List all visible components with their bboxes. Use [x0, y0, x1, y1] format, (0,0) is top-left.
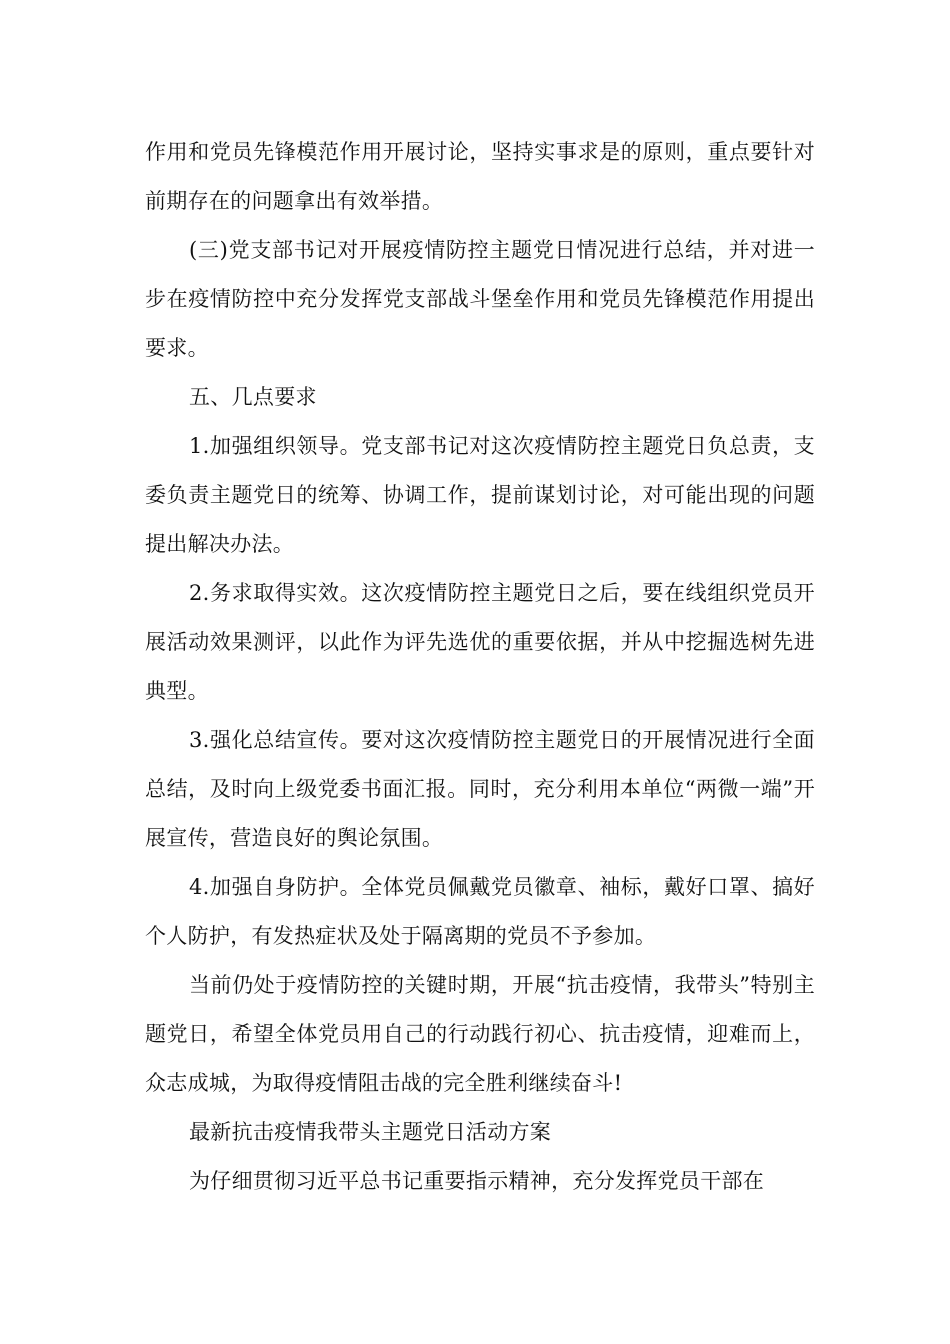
document-title-new-plan: 最新抗击疫情我带头主题党日活动方案: [189, 1120, 552, 1144]
document-page: [145, 128, 815, 1206]
requirement-item-4: 4.加强自身防护。全体党员佩戴党员徽章、袖标，戴好口罩、搞好个人防护，有发热症状及处于隔离期的党员不予参加。: [145, 875, 815, 948]
requirement-item-1: 1.加强组织领导。党支部书记对这次疫情防控主题党日负总责，支委负责主题党日的统筹、协调工作，提前谋划讨论，对可能出现的问题提出解决办法。: [145, 434, 815, 556]
paragraph-summary: (三)党支部书记对开展疫情防控主题党日情况进行总结，并对进一步在疫情防控中充分发挥党支部战斗堡垒作用和党员先锋模范作用提出要求。: [145, 238, 815, 360]
paragraph-new-plan-intro: 为仔细贯彻习近平总书记重要指示精神，充分发挥党员干部在: [189, 1169, 765, 1193]
requirement-item-3: 3.强化总结宣传。要对这次疫情防控主题党日的开展情况进行全面总结，及时向上级党委书面汇报。同时，充分利用本单位“两微一端”开展宣传，营造良好的舆论氛围。: [145, 728, 815, 850]
section-heading-requirements: 五、几点要求: [189, 385, 317, 409]
requirement-item-2: 2.务求取得实效。这次疫情防控主题党日之后，要在线组织党员开展活动效果测评，以此作为评先选优的重要依据，并从中挖掘选树先进典型。: [145, 581, 815, 703]
paragraph-closing: 当前仍处于疫情防控的关键时期，开展“抗击疫情，我带头”特别主题党日，希望全体党员用自己的行动践行初心、抗击疫情，迎难而上，众志成城，为取得疫情阻击战的完全胜利继续奋斗!: [145, 973, 815, 1095]
paragraph-continuation: 作用和党员先锋模范作用开展讨论，坚持实事求是的原则，重点要针对前期存在的问题拿出有效举措。: [145, 140, 815, 213]
